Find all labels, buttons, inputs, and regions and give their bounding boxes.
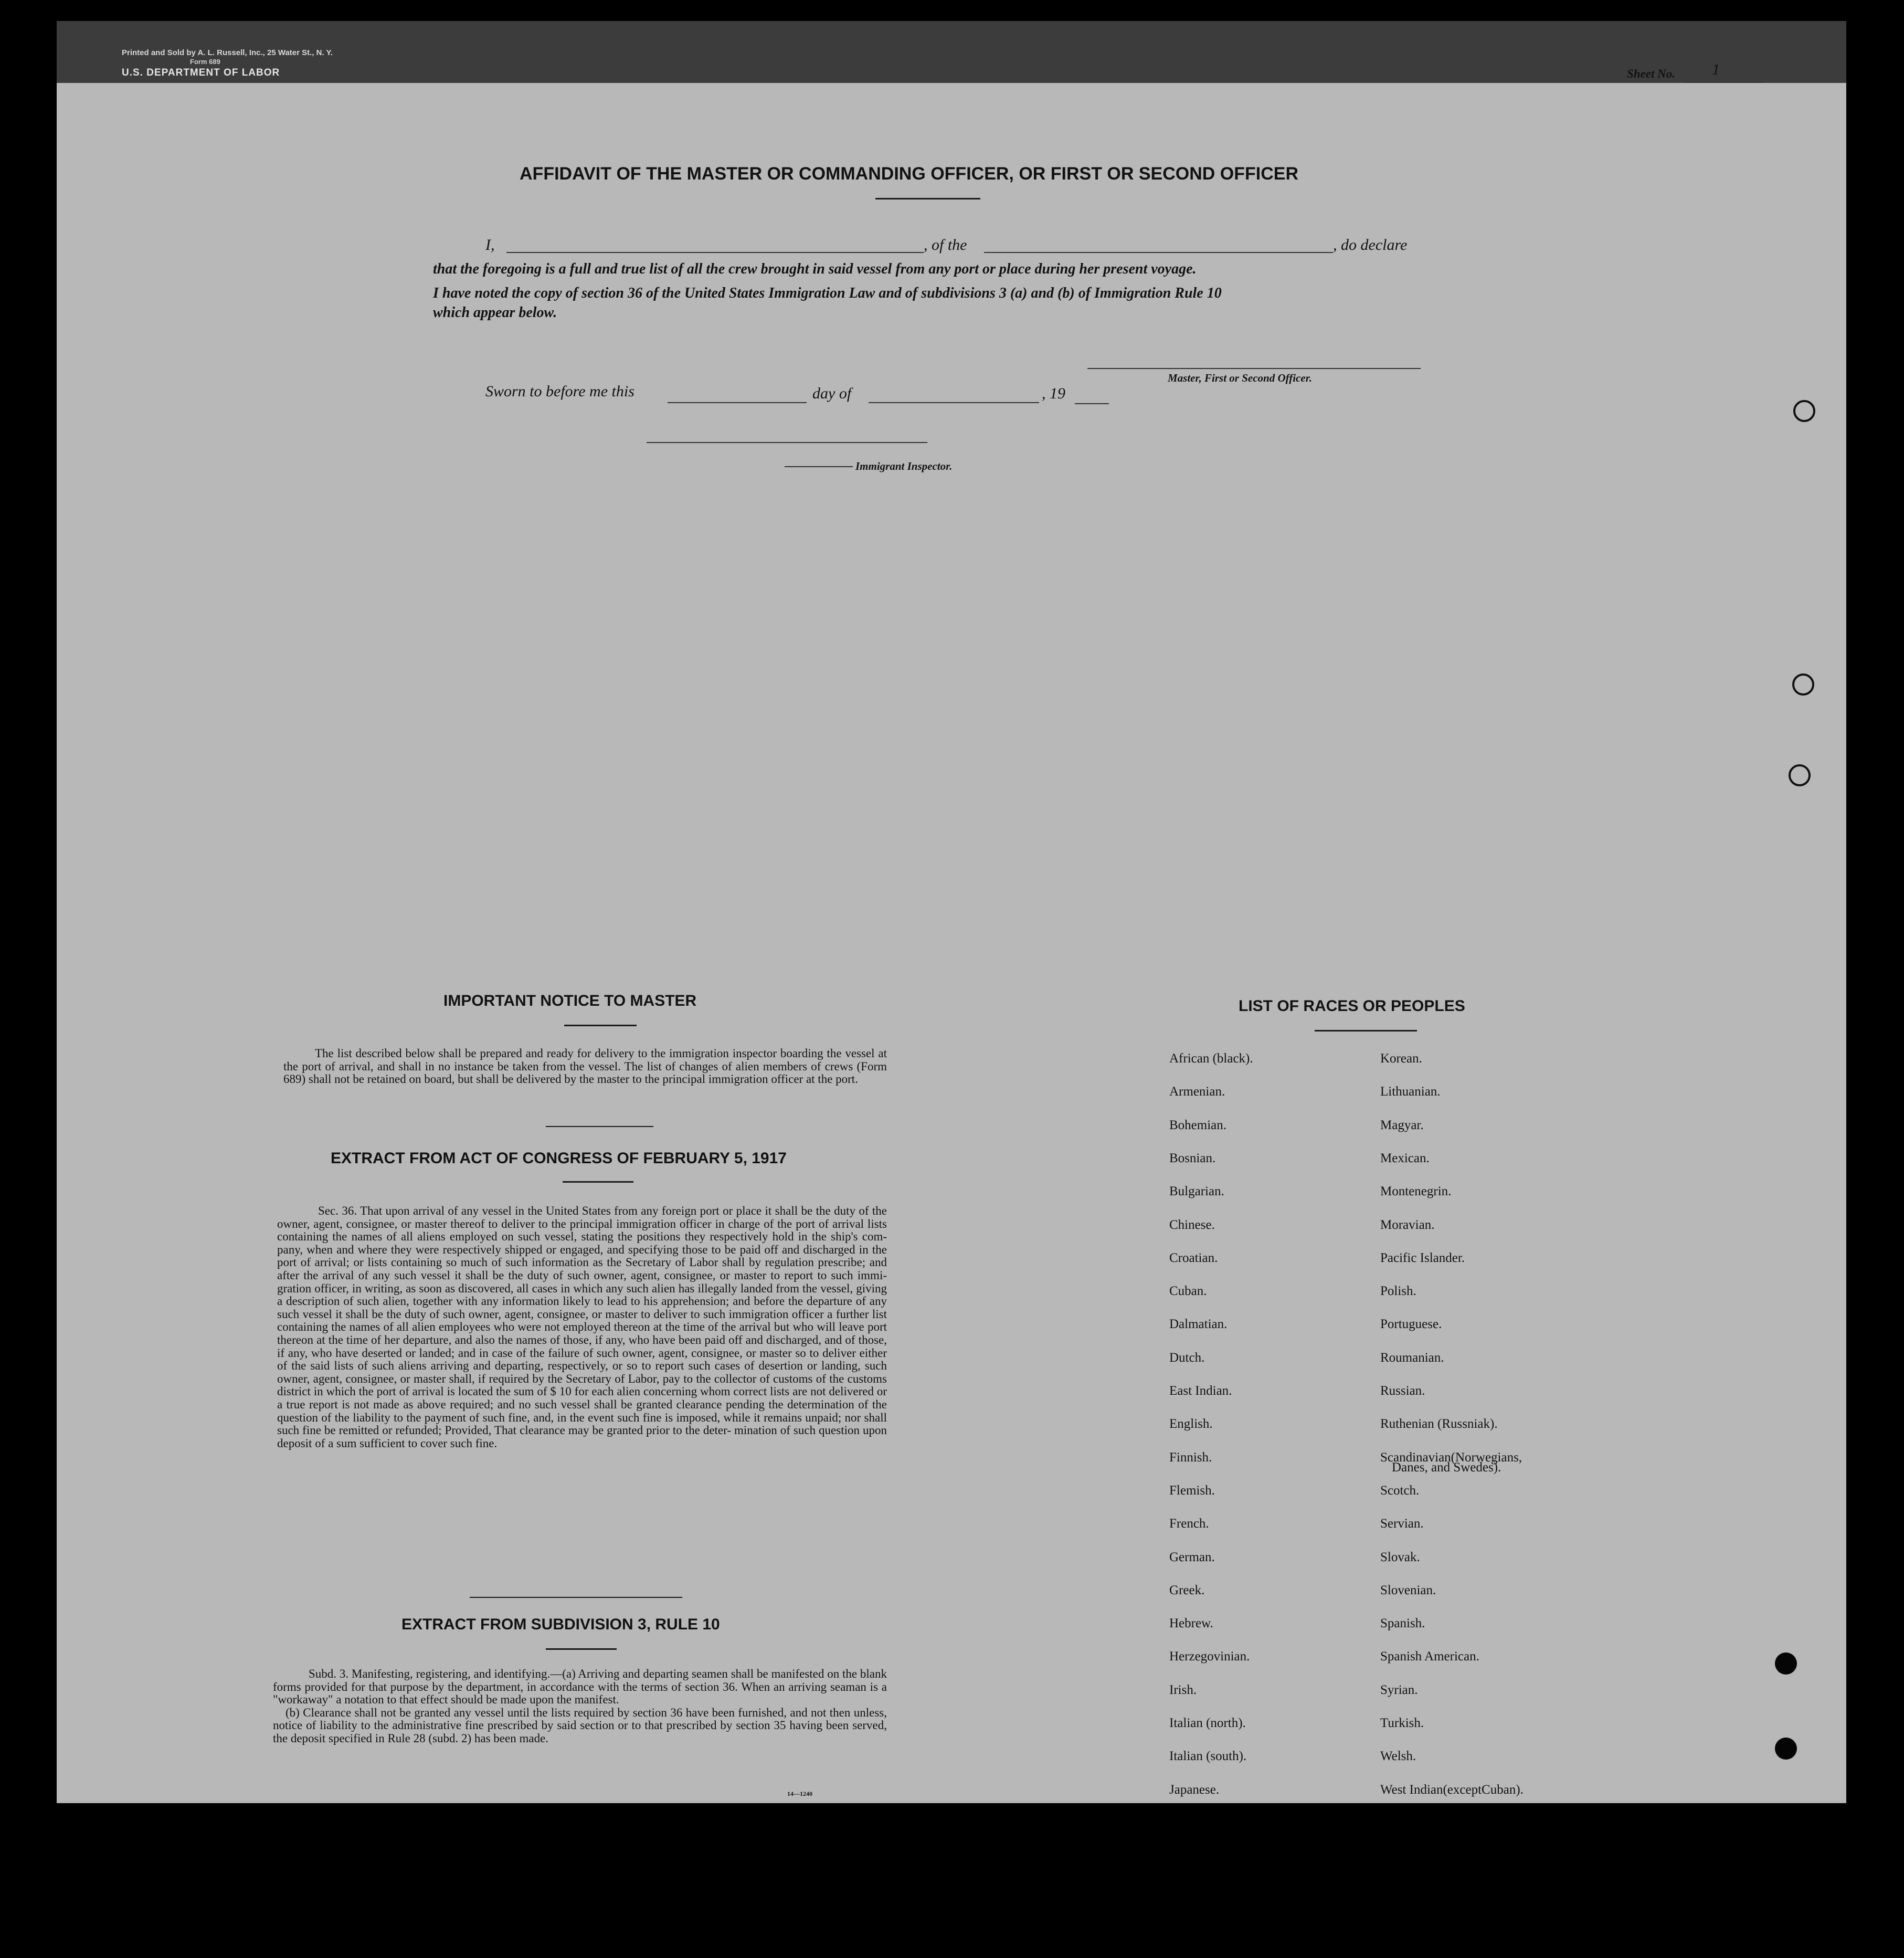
race-item: Turkish. <box>1380 1716 1424 1730</box>
punch-hole <box>1775 1652 1797 1675</box>
race-item: Portuguese. <box>1380 1317 1442 1332</box>
notice-text: The list described below shall be prepared and ready for delivery to the immigration inspector boarding the vessel at the port of arrival, and shall in no instance be taken from the vessel. The list of changes of alien members of crews (Form 689) shall not be retained on board, but shall be delivered by the master to the principal immigration officer at the port. <box>283 1047 887 1086</box>
race-item: Scandinavian(Norwegians, <box>1380 1450 1522 1465</box>
sworn-label: Sworn to before me this <box>485 383 634 400</box>
declarant-name-field[interactable] <box>506 252 924 253</box>
year-label: , 19 <box>1042 385 1065 402</box>
race-item: Bohemian. <box>1169 1118 1227 1132</box>
race-item: Dalmatian. <box>1169 1317 1228 1332</box>
race-item: Spanish. <box>1380 1616 1425 1631</box>
year-field[interactable] <box>1075 403 1109 404</box>
punch-hole <box>1789 764 1811 786</box>
race-item: Pacific Islander. <box>1380 1250 1465 1265</box>
vessel-name-field[interactable] <box>984 252 1333 253</box>
department-label: U.S. DEPARTMENT OF LABOR <box>122 67 280 78</box>
race-item: Ruthenian (Russniak). <box>1380 1417 1498 1431</box>
sheet-number-underline <box>1682 82 1763 83</box>
race-item: German. <box>1169 1550 1215 1564</box>
race-item: Chinese. <box>1169 1217 1215 1232</box>
race-item: Slovak. <box>1380 1550 1420 1564</box>
print-code: 14—1240 <box>787 1790 812 1797</box>
title-rule <box>875 198 980 199</box>
race-item: Armenian. <box>1169 1085 1225 1099</box>
month-field[interactable] <box>869 402 1039 403</box>
race-item: Dutch. <box>1169 1350 1205 1365</box>
act-title-rule <box>563 1181 633 1183</box>
race-item: Croatian. <box>1169 1250 1218 1265</box>
affidavit-title: AFFIDAVIT OF THE MASTER OR COMMANDING OFFICER, OR FIRST OR SECOND OFFICER <box>520 164 1298 184</box>
affidavit-line-1: that the foregoing is a full and true list of all the crew brought in said vessel from any port or place during her present voyage. <box>433 261 1197 277</box>
race-item: Roumanian. <box>1380 1350 1444 1365</box>
race-item: Russian. <box>1380 1384 1425 1398</box>
act-extract-title: EXTRACT FROM ACT OF CONGRESS OF FEBRUARY 5, 1917 <box>331 1150 787 1167</box>
race-item: Bulgarian. <box>1169 1184 1224 1199</box>
punch-hole <box>1792 673 1814 696</box>
race-item: Syrian. <box>1380 1682 1418 1697</box>
race-item: Hebrew. <box>1169 1616 1213 1631</box>
day-of-label: day of <box>812 385 852 402</box>
race-item: Magyar. <box>1380 1118 1424 1132</box>
affidavit-line-2: I have noted the copy of section 36 of the United States Immigration Law and of subdivisions 3 (a) and (b) of Immigration Rule 10 <box>433 285 1222 301</box>
race-item: Italian (south). <box>1169 1749 1247 1764</box>
race-item: Cuban. <box>1169 1284 1207 1299</box>
sheet-number: 1 <box>1712 61 1720 78</box>
race-item: Finnish. <box>1169 1450 1212 1465</box>
master-signature-field[interactable] <box>1087 368 1421 369</box>
punch-hole <box>1775 1738 1797 1760</box>
race-item: Servian. <box>1380 1517 1424 1531</box>
race-item: Welsh. <box>1380 1749 1416 1764</box>
inspector-label: Immigrant Inspector. <box>855 460 953 472</box>
race-item: Mexican. <box>1380 1151 1430 1165</box>
race-item: Slovenian. <box>1380 1583 1436 1597</box>
act-end-rule <box>470 1597 682 1598</box>
race-item: Polish. <box>1380 1284 1416 1299</box>
rule-extract-title: EXTRACT FROM SUBDIVISION 3, RULE 10 <box>401 1616 720 1633</box>
race-item: Japanese. <box>1169 1782 1220 1797</box>
race-item: Flemish. <box>1169 1483 1215 1498</box>
notice-title: IMPORTANT NOTICE TO MASTER <box>443 992 697 1009</box>
printer-line: Printed and Sold by A. L. Russell, Inc., 25 Water St., N. Y. <box>122 48 333 57</box>
do-declare-label: , do declare <box>1333 236 1408 254</box>
notice-end-rule <box>546 1126 653 1127</box>
rule-extract-text: Subd. 3. Manifesting, registering, and identifying.—(a) Arriving and departing seamen shall be manifested on the blank forms provided for that purpose by the department, in accordance with the terms of section 36. When an arriving seaman is a "workaway" a notation to that effect should be made upon the manifest. (b) Clearance shall not be granted any vessel until the lists required by section 36 have been furnished, and not then unless, notice of liability to the administrative fine prescribed by said section or to that prescribed by section 35 having been served, the deposit specified in Rule 28 (subd. 2) has been made. <box>273 1667 887 1745</box>
race-item: Irish. <box>1169 1682 1197 1697</box>
race-item: Scotch. <box>1380 1483 1420 1498</box>
declarant-label: I, <box>485 236 495 254</box>
master-signature-label: Master, First or Second Officer. <box>1168 372 1312 384</box>
race-item: Lithuanian. <box>1380 1085 1441 1099</box>
race-item: Danes, and Swedes). <box>1392 1460 1501 1475</box>
race-item: French. <box>1169 1517 1209 1531</box>
of-the-label: , of the <box>924 236 967 254</box>
form-number: Form 689 <box>190 58 220 66</box>
race-item: Italian (north). <box>1169 1716 1246 1730</box>
inspector-signature-field[interactable] <box>647 442 927 443</box>
notice-title-rule <box>564 1025 637 1026</box>
race-item: African (black). <box>1169 1051 1253 1066</box>
races-title: LIST OF RACES OR PEOPLES <box>1239 997 1465 1015</box>
race-item: Greek. <box>1169 1583 1205 1597</box>
act-extract-text: Sec. 36. That upon arrival of any vessel in the United States from any foreign port or place it shall be the duty of the owner, agent, consignee, or master thereof to deliver to the principal immigration officer in charge of the port of arrival lists containing the names of all aliens employed on such vessel, stating the positions they respectively hold in the ship's com- pany, when and where they were respectively shipped or engaged, and specifying those to be paid off and discharged in the port of arrival; or lists containing so much of such information as the Secretary of Labor shall by regulation prescribe; and after the arrival of any such vessel it shall be the duty of such owner, agent, consignee, or master to report to such immi- gration officer, in writing, as soon as discovered, all cases in which any such alien has illegally landed from the vessel, giving a description of such alien, together with any information likely to lead to his apprehension; and before the departure of any such vessel it shall be the duty of such owner, agent, consignee, or master to deliver to such immigration officer a further list containing the names of all alien employees who were not employed thereon at the time of the arrival but who will leave port thereon at the time of her departure, and also the names of those, if any, who have been paid off and discharged, and of those, if any, who have deserted or landed; and in case of the failure of such owner, agent, consignee, or master so to deliver either of the said lists of such aliens arriving and departing, respectively, or so to report such cases of desertion or landing, such owner, agent, consignee, or master shall, if required by the Secretary of Labor, pay to the collector of customs of the customs district in which the port of arrival is located the sum of $ 10 for each alien concerning whom correct lists are not delivered or a true report is not made as above required; and no such vessel shall be granted clearance pending the determination of the question of the liability to the payment of such fine, and, in the event such fine is imposed, while it remains unpaid; nor shall such fine be remitted or refunded; Provided, That clearance may be granted prior to the deter- mination of such question upon deposit of a sum sufficient to cover such fine. <box>277 1204 887 1450</box>
day-field[interactable] <box>668 402 807 403</box>
race-item: Bosnian. <box>1169 1151 1216 1165</box>
race-item: English. <box>1169 1417 1213 1431</box>
race-item: Spanish American. <box>1380 1649 1479 1664</box>
race-item: Herzegovinian. <box>1169 1649 1250 1664</box>
race-item: West Indian(exceptCuban). <box>1380 1782 1524 1797</box>
race-item: Korean. <box>1380 1051 1422 1066</box>
punch-hole <box>1793 400 1815 422</box>
rule-title-rule <box>546 1648 617 1650</box>
sheet-label: Sheet No. <box>1627 67 1675 80</box>
race-item: East Indian. <box>1169 1384 1232 1398</box>
race-item: Moravian. <box>1380 1217 1435 1232</box>
race-item: Montenegrin. <box>1380 1184 1452 1199</box>
affidavit-line-3: which appear below. <box>433 304 557 321</box>
races-title-rule <box>1315 1030 1417 1031</box>
inspector-label-dash <box>785 466 853 467</box>
